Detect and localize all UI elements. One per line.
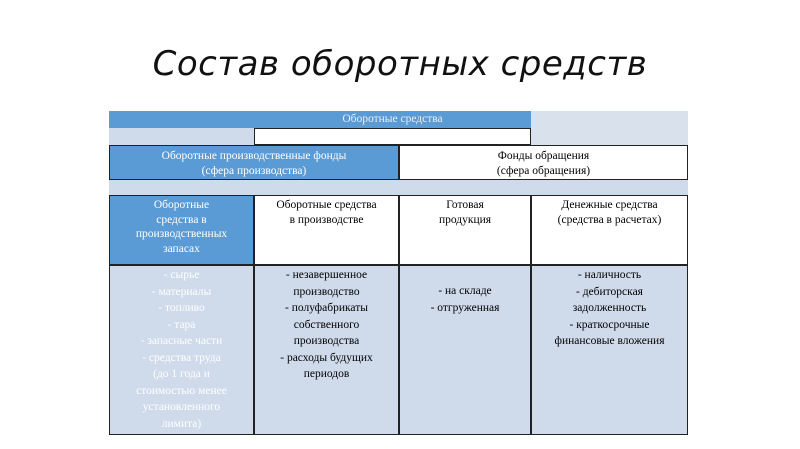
column-header-finished-goods: Готовая продукция — [399, 195, 531, 265]
header-strip-left-2 — [109, 128, 254, 145]
column-items-inventory: - сырье - материалы - топливо - тара - запасные части - средства труда (до 1 года и стоимостью менее установленного лимита) — [109, 265, 254, 435]
top-header-cell: Оборотные средства — [254, 111, 531, 128]
group-circulation-funds: Фонды обращения (сфера обращения) — [399, 145, 688, 180]
column-items-in-production: - незавершенное производство - полуфабрикаты собственного производства - расходы будущих периодов — [254, 265, 399, 435]
column-header-in-production: Оборотные средства в производстве — [254, 195, 399, 265]
spacer-row — [109, 180, 688, 195]
column-items-cash: - наличность - дебиторская задолженность - краткосрочные финансовые вложения — [531, 265, 688, 435]
column-header-cash: Денежные средства (средства в расчетах) — [531, 195, 688, 265]
column-items-finished-goods: - на складе - отгруженная — [399, 265, 531, 435]
group-production-funds: Оборотные производственные фонды (сфера производства) — [109, 145, 399, 180]
header-right-block — [531, 111, 688, 145]
slide-title: Состав оборотных средств — [152, 44, 648, 84]
column-header-inventory: Оборотные средства в производственных запасах — [109, 195, 254, 265]
blank-header-cell — [254, 128, 531, 145]
header-strip-left — [109, 111, 254, 128]
